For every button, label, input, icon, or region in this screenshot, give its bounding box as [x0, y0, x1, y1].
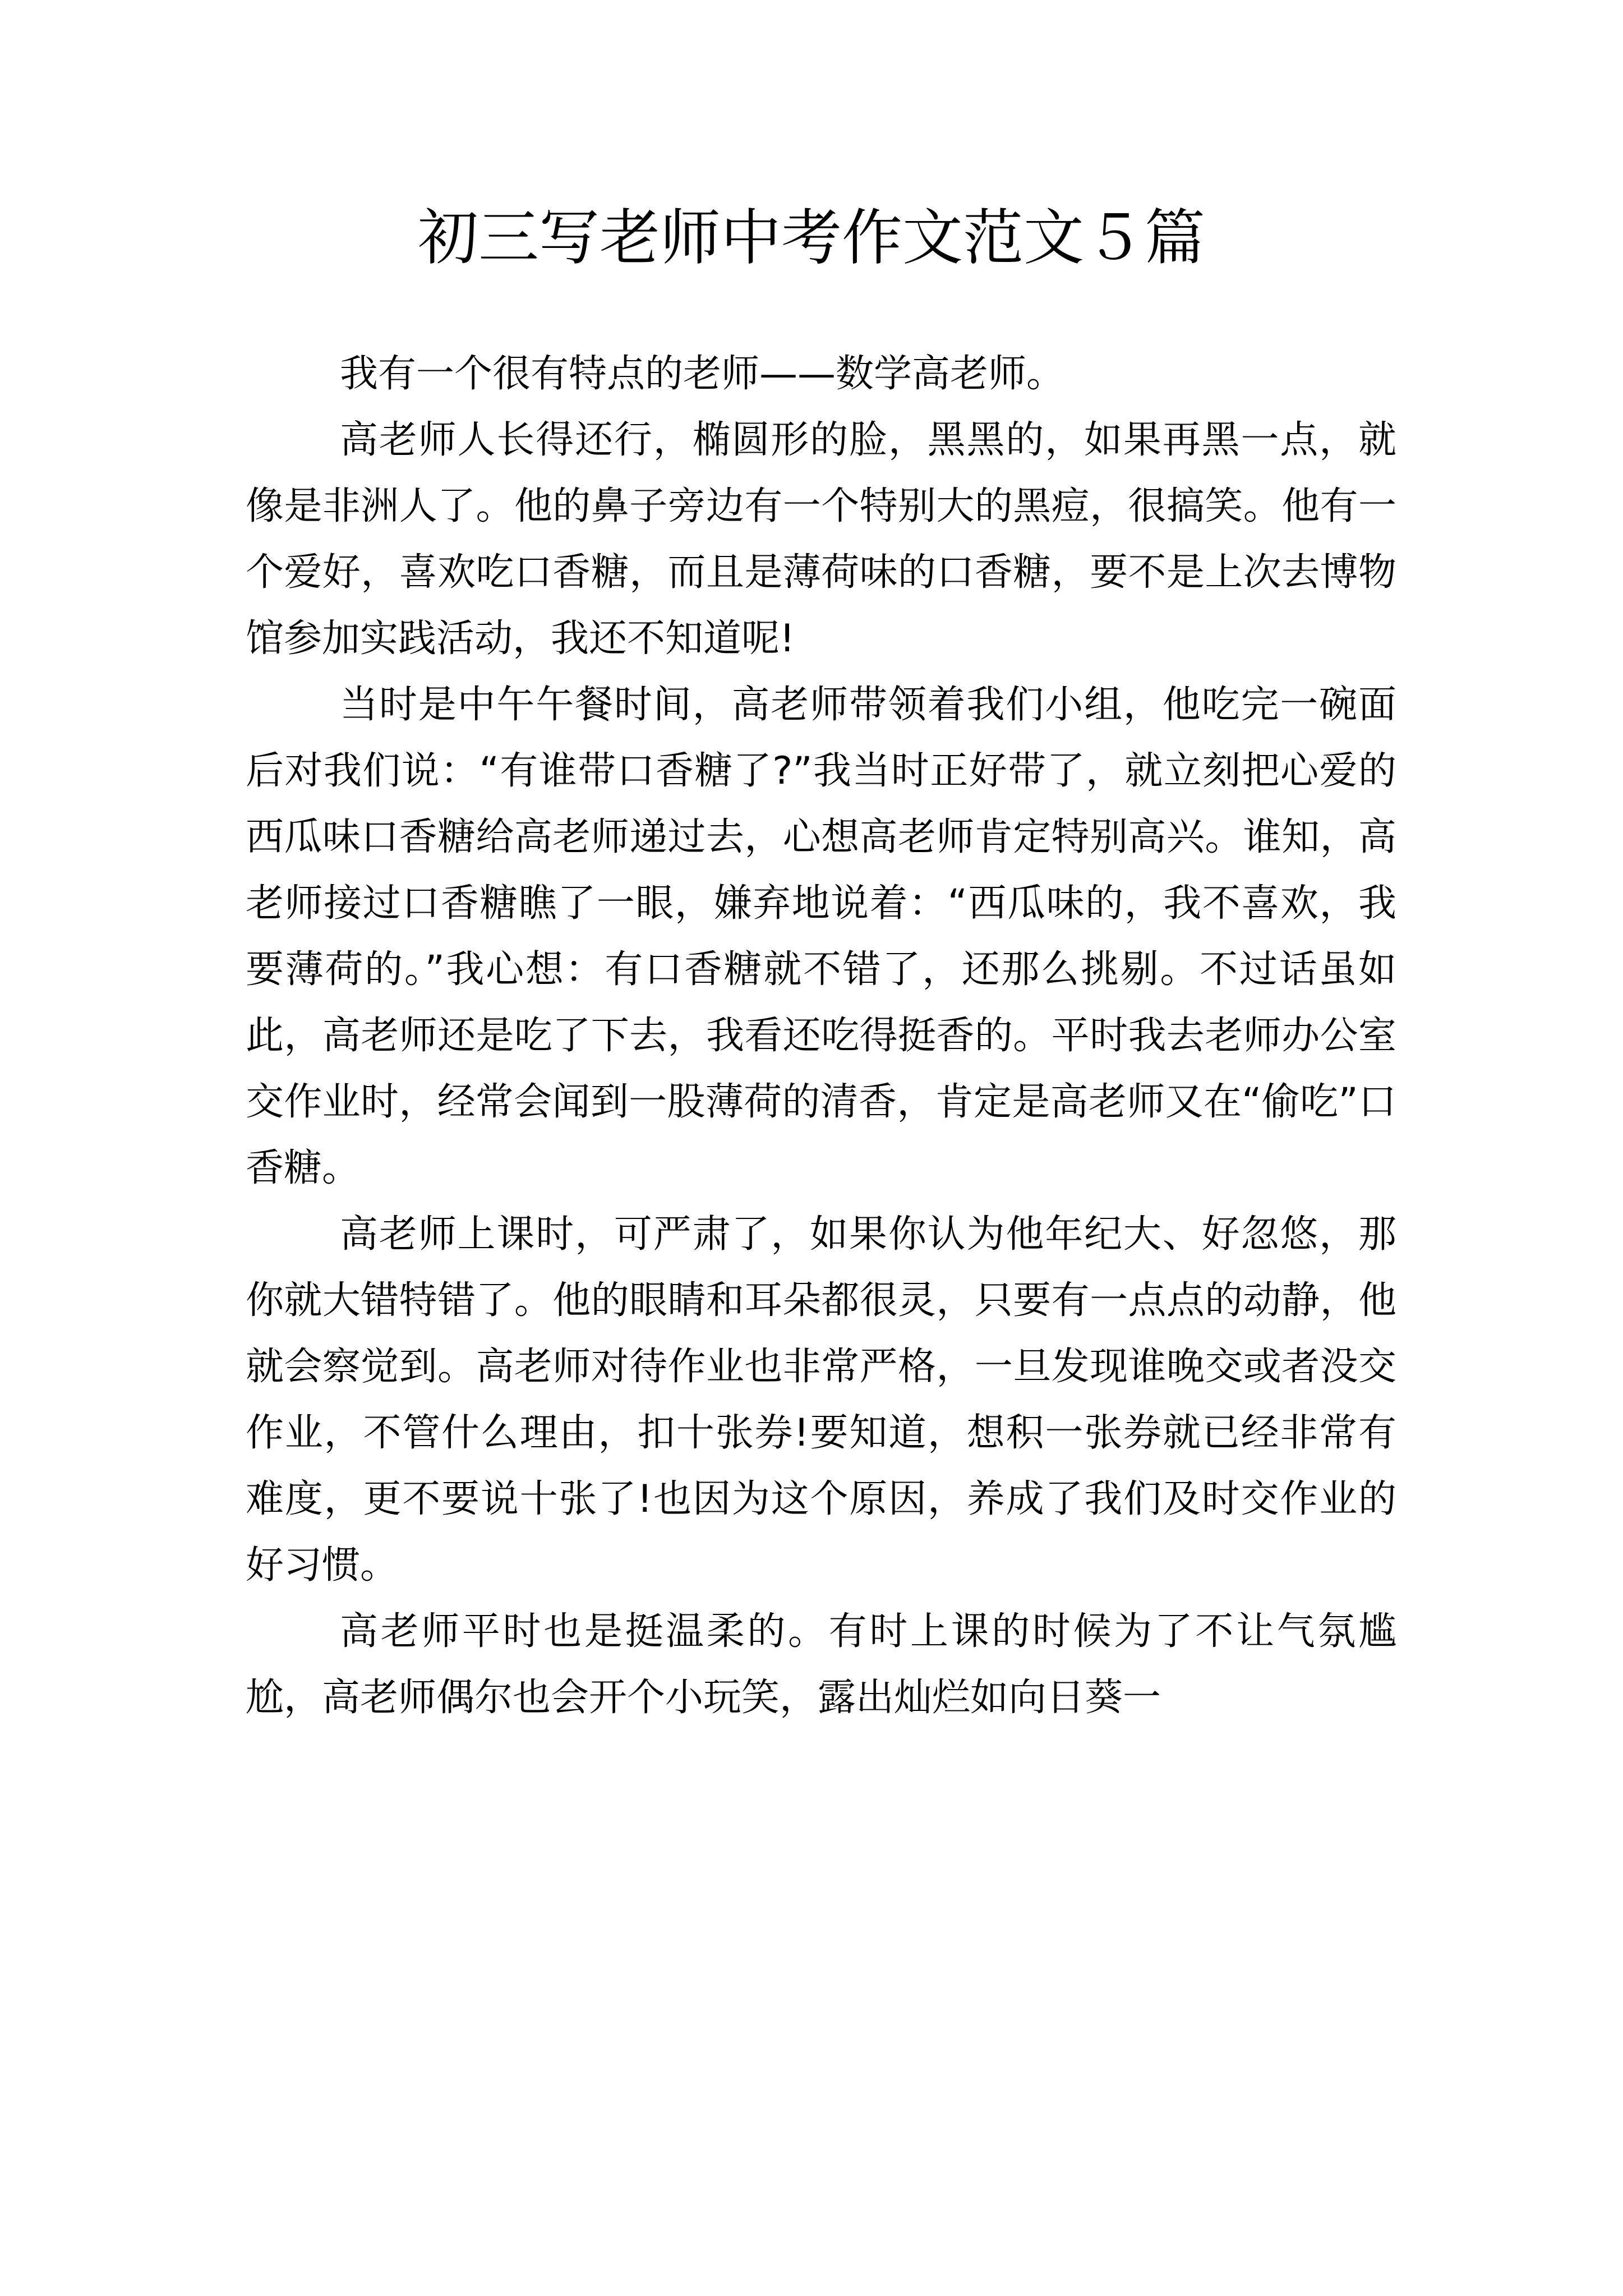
paragraph: 当时是中午午餐时间，高老师带领着我们小组，他吃完一碗面后对我们说：“有谁带口香糖了?”我当时正好带了，就立刻把心爱的西瓜味口香糖给高老师递过去，心想高老师肯定特别高兴。谁知，高老师接过口香糖瞧了一眼，嫌弃地说着：“西瓜味的，我不喜欢，我要薄荷的。”我心想：有口香糖就不错了，还那么挑剔。不过话虽如此，高老师还是吃了下去，我看还吃得挺香的。平时我去老师办公室交作业时，经常会闻到一股薄荷的清香，肯定是高老师又在“偷吃”口香糖。	[246, 683, 1396, 1190]
document-body	[246, 341, 1396, 1731]
paragraph: 高老师上课时，可严肃了，如果你认为他年纪大、好忽悠，那你就大错特错了。他的眼睛和耳朵都很灵，只要有一点点的动静，他就会察觉到。高老师对待作业也非常严格，一旦发现谁晚交或者没交作业，不管什么理由，扣十张券!要知道，想积一张券就已经非常有难度，更不要说十张了!也因为这个原因，养成了我们及时交作业的好习惯。	[246, 1212, 1396, 1588]
paragraph: 高老师平时也是挺温柔的。有时上课的时候为了不让气氛尴尬，高老师偶尔也会开个小玩笑，露出灿烂如向日葵一	[246, 1609, 1396, 1720]
paragraph: 高老师人长得还行，椭圆形的脸，黑黑的，如果再黑一点，就像是非洲人了。他的鼻子旁边有一个特别大的黑痘，很搞笑。他有一个爱好，喜欢吃口香糖，而且是薄荷味的口香糖，要不是上次去博物馆参加实践活动，我还不知道呢!	[246, 418, 1396, 661]
paragraph: 我有一个很有特点的老师——数学高老师。	[340, 352, 1065, 396]
document-title: 初三写老师中考作文范文５篇	[417, 203, 1205, 273]
